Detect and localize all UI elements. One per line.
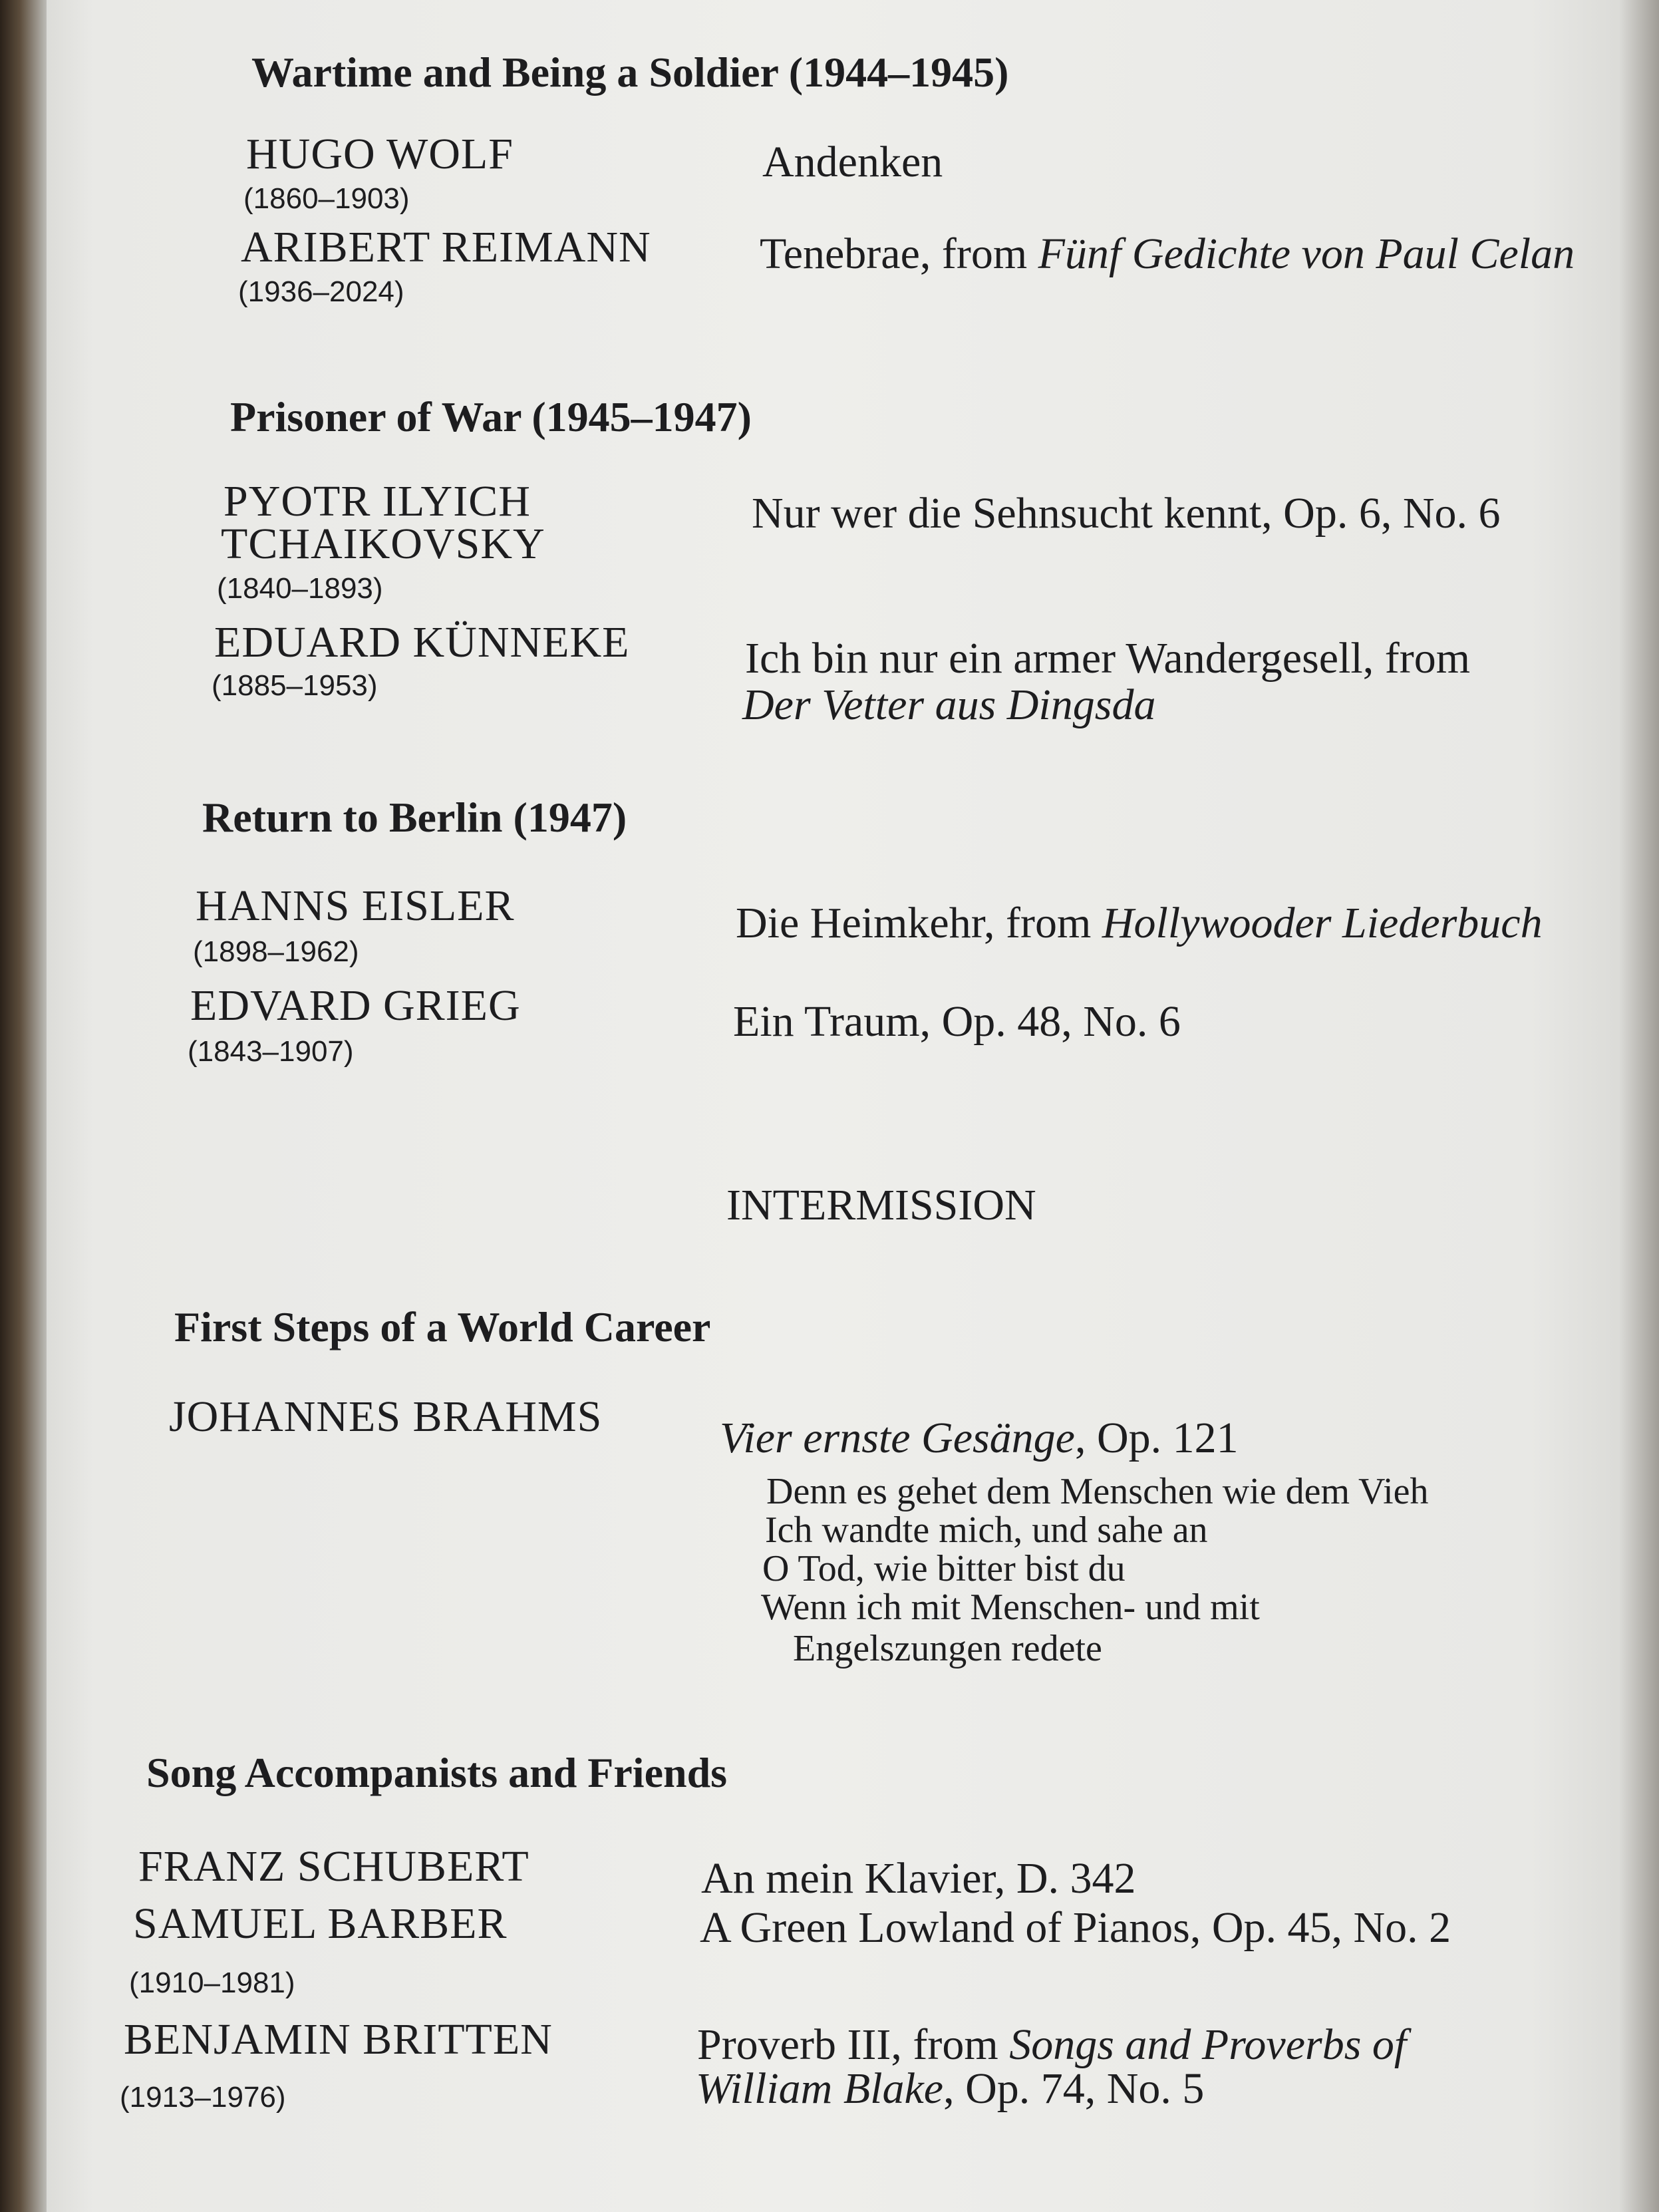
composer-dates: (1936–2024) xyxy=(238,275,404,308)
composer-dates: (1898–1962) xyxy=(193,935,359,968)
composer-name: PYOTR ILYICH xyxy=(224,477,531,526)
composer-dates: (1913–1976) xyxy=(120,2081,286,2114)
composer-name: ARIBERT REIMANN xyxy=(241,223,651,271)
work-title: Proverb III, from Songs and Proverbs of xyxy=(697,2020,1407,2069)
section-heading: Return to Berlin (1947) xyxy=(202,794,627,841)
movement-item: Wenn ich mit Menschen- und mit xyxy=(761,1587,1260,1628)
composer-dates: (1843–1907) xyxy=(188,1035,354,1068)
movement-item: O Tod, wie bitter bist du xyxy=(762,1548,1126,1589)
work-title: Die Heimkehr, from Hollywooder Liederbuch xyxy=(736,899,1543,947)
work-title: Tenebrae, from Fünf Gedichte von Paul Celan xyxy=(760,230,1575,278)
work-title: A Green Lowland of Pianos, Op. 45, No. 2 xyxy=(700,1903,1451,1952)
composer-name: TCHAIKOVSKY xyxy=(221,520,545,568)
work-title: Ich bin nur ein armer Wandergesell, from xyxy=(745,634,1471,683)
movement-item: Denn es gehet dem Menschen wie dem Vieh xyxy=(766,1471,1429,1512)
movement-item: Ich wandte mich, und sahe an xyxy=(765,1509,1208,1551)
work-title: An mein Klavier, D. 342 xyxy=(701,1854,1136,1903)
book-spine xyxy=(0,0,47,2212)
composer-name: HUGO WOLF xyxy=(246,130,514,178)
intermission-label: INTERMISSION xyxy=(726,1181,1036,1229)
composer-name: JOHANNES BRAHMS xyxy=(169,1392,603,1441)
composer-name: BENJAMIN BRITTEN xyxy=(124,2015,553,2064)
movement-item: Engelszungen redete xyxy=(793,1628,1102,1669)
composer-name: HANNS EISLER xyxy=(196,881,515,930)
composer-dates: (1860–1903) xyxy=(243,182,410,215)
work-title: Vier ernste Gesänge, Op. 121 xyxy=(720,1414,1239,1462)
composer-dates: (1885–1953) xyxy=(212,669,378,702)
page-edge xyxy=(1619,0,1659,2212)
composer-dates: (1910–1981) xyxy=(129,1967,295,1999)
section-heading: First Steps of a World Career xyxy=(174,1303,711,1350)
composer-name: EDVARD GRIEG xyxy=(190,981,521,1030)
section-heading: Song Accompanists and Friends xyxy=(146,1749,728,1796)
composer-name: FRANZ SCHUBERT xyxy=(138,1842,529,1891)
work-title: William Blake, Op. 74, No. 5 xyxy=(696,2064,1205,2113)
composer-name: SAMUEL BARBER xyxy=(133,1899,508,1948)
composer-dates: (1840–1893) xyxy=(217,572,383,605)
work-title: Andenken xyxy=(762,138,943,186)
work-title: Nur wer die Sehnsucht kennt, Op. 6, No. 6 xyxy=(752,489,1501,538)
section-heading: Wartime and Being a Soldier (1944–1945) xyxy=(251,49,1009,96)
composer-name: EDUARD KÜNNEKE xyxy=(214,618,630,667)
work-title: Ein Traum, Op. 48, No. 6 xyxy=(733,997,1181,1046)
work-title-italic: Der Vetter aus Dingsda xyxy=(742,681,1156,729)
section-heading: Prisoner of War (1945–1947) xyxy=(230,393,752,440)
